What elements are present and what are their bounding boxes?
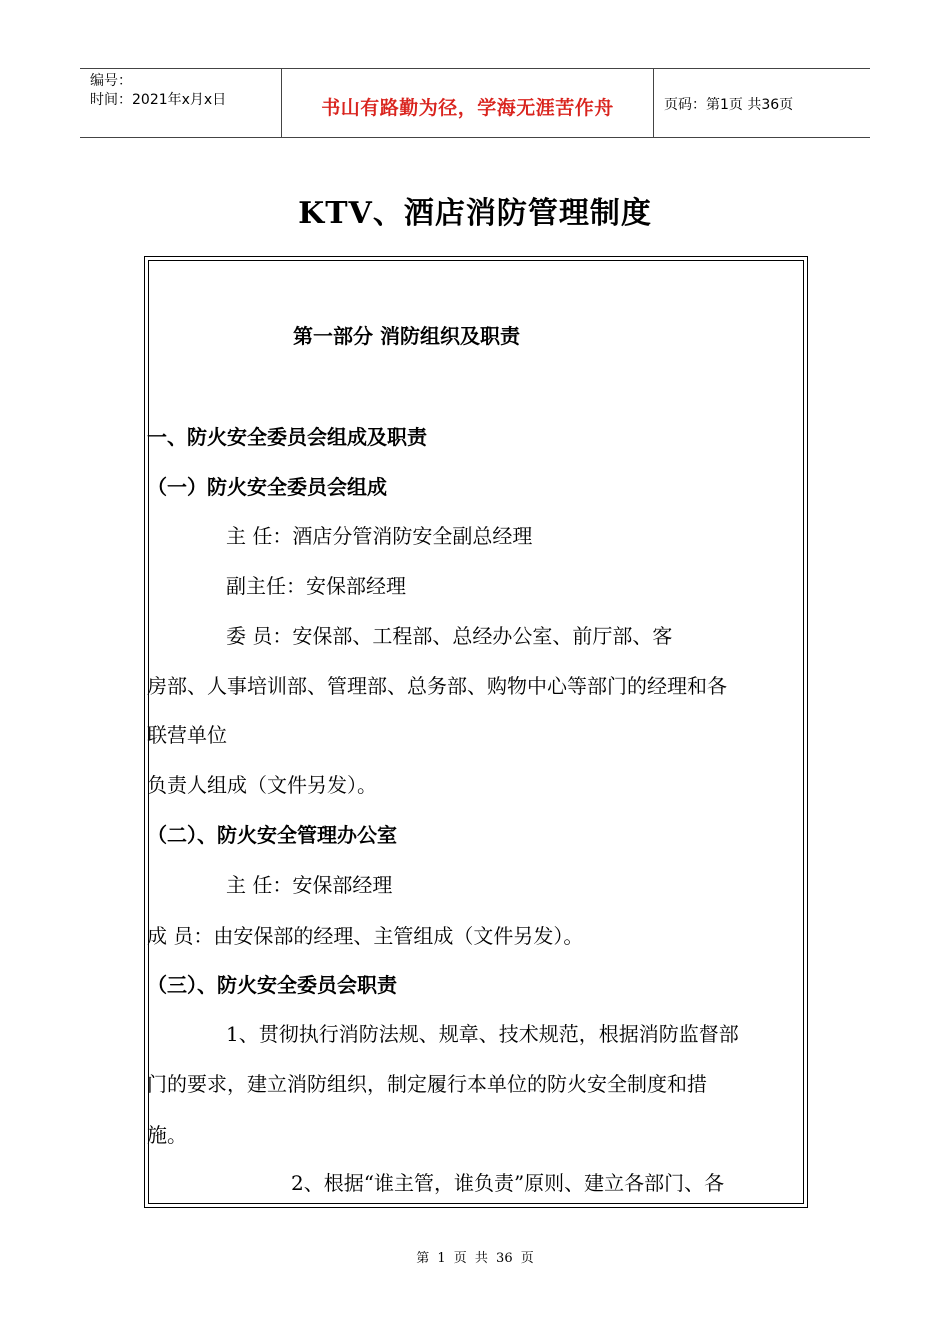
section-heading: 一、防火安全委员会组成及职责 [147,425,427,449]
body-line: 2、根据“谁主管，谁负责”原则、建立各部门、各 [291,1171,725,1195]
body-line: 1、贯彻执行消防法规、规章、技术规范，根据消防监督部 [226,1022,739,1046]
subsection-heading: （三）、防火安全委员会职责 [147,973,397,997]
body-line: 负责人组成（文件另发）。 [147,773,377,797]
body-line: 委 员：安保部、工程部、总经办公室、前厅部、客 [226,624,673,648]
part-title: 第一部分 消防组织及职责 [293,324,520,348]
body-line: 主 任：安保部经理 [226,873,393,897]
page-info: 页码：第1页 共36页 [664,97,794,113]
body-line: 副主任：安保部经理 [226,574,406,598]
content-box-inner-border [148,260,804,1204]
body-line: 主 任：酒店分管消防安全副总经理 [226,524,533,548]
document-header [80,68,870,138]
body-line: 房部、人事培训部、管理部、总务部、购物中心等部门的经理和各 [147,674,727,698]
subsection-heading: （一）防火安全委员会组成 [147,475,387,499]
document-title: KTV、酒店消防管理制度 [298,196,652,231]
number-label: 编号： [90,73,132,89]
subsection-heading: （二）、防火安全管理办公室 [147,823,397,847]
header-motto: 书山有路勤为径，学海无涯苦作舟 [321,97,614,119]
header-center-cell [282,69,654,137]
body-line: 门的要求，建立消防组织，制定履行本单位的防火安全制度和措 [147,1072,707,1096]
body-line: 联营单位 [147,723,227,747]
content-box [144,256,808,1208]
time-label: 时间：2021年x月x日 [90,92,227,108]
body-line: 施。 [147,1123,187,1147]
header-right-cell [654,69,870,137]
body-line: 成 员：由安保部的经理、主管组成（文件另发）。 [147,924,584,948]
page-footer: 第 1 页 共 36 页 [416,1251,534,1266]
header-left-cell [80,69,282,137]
